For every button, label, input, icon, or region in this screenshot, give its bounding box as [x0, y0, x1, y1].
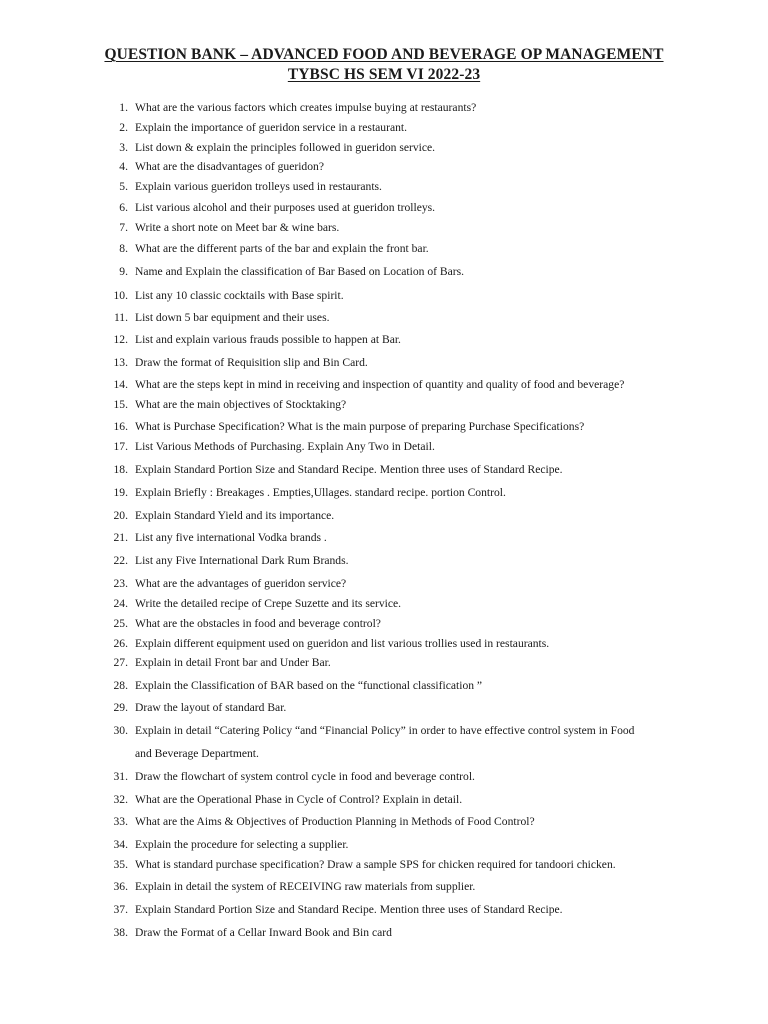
- question-text: What are the various factors which creates impulse buying at restaurants?: [135, 101, 477, 114]
- question-number: 32.: [113, 793, 128, 806]
- question-text: Explain the importance of gueridon service in a restaurant.: [135, 121, 408, 134]
- question-text: Explain in detail Front bar and Under Bar.: [135, 656, 331, 669]
- question-text: What are the main objectives of Stocktaking?: [135, 398, 347, 411]
- question-text: List any Five International Dark Rum Brands.: [135, 554, 349, 567]
- question-number: 12.: [113, 333, 128, 346]
- question-text: List various alcohol and their purposes used at gueridon trolleys.: [135, 201, 436, 214]
- question-number: 23.: [113, 577, 128, 590]
- question-text: List down 5 bar equipment and their uses.: [135, 311, 330, 324]
- question-text: Explain Briefly : Breakages . Empties,Ullages. standard recipe. portion Control.: [135, 486, 506, 499]
- question-number: 29.: [113, 701, 128, 714]
- question-text: Explain the Classification of BAR based on the “functional classification ”: [135, 679, 483, 692]
- question-number: 20.: [113, 509, 128, 522]
- question-number: 2.: [119, 121, 128, 134]
- question-text: Draw the layout of standard Bar.: [135, 701, 287, 714]
- question-text: Explain Standard Yield and its importance.: [135, 509, 335, 522]
- question-text: Explain the procedure for selecting a supplier.: [135, 838, 349, 851]
- question-text: Name and Explain the classification of Bar Based on Location of Bars.: [135, 265, 465, 278]
- question-text: Draw the Format of a Cellar Inward Book and Bin card: [135, 926, 392, 939]
- question-text: Explain in detail the system of RECEIVING raw materials from supplier.: [135, 880, 476, 893]
- question-number: 5.: [119, 180, 128, 193]
- document-title: QUESTION BANK – ADVANCED FOOD AND BEVERAGE OP MANAGEMENT: [104, 46, 664, 63]
- question-number: 17.: [113, 440, 128, 453]
- question-number: 16.: [113, 420, 128, 433]
- question-text: What are the obstacles in food and beverage control?: [135, 617, 381, 630]
- question-text: List down & explain the principles followed in gueridon service.: [135, 141, 436, 154]
- question-number: 11.: [113, 311, 128, 324]
- question-number: 9.: [119, 265, 128, 278]
- question-text: List and explain various frauds possible to happen at Bar.: [135, 333, 401, 346]
- question-number: 3.: [119, 141, 128, 154]
- question-text: What are the disadvantages of gueridon?: [135, 160, 324, 173]
- question-number: 4.: [119, 160, 128, 173]
- question-text: What are the different parts of the bar and explain the front bar.: [135, 242, 429, 255]
- question-number: 26.: [113, 637, 128, 650]
- question-number: 14.: [113, 378, 128, 391]
- question-number: 30.: [113, 724, 128, 737]
- question-number: 27.: [113, 656, 128, 669]
- question-number: 10.: [113, 289, 128, 302]
- question-text: Explain Standard Portion Size and Standard Recipe. Mention three uses of Standard Recipe.: [135, 463, 563, 476]
- question-number: 24.: [113, 597, 128, 610]
- question-number: 35.: [113, 858, 128, 871]
- question-text: What are the advantages of gueridon service?: [135, 577, 347, 590]
- question-number: 37.: [113, 903, 128, 916]
- question-text: What are the Operational Phase in Cycle of Control? Explain in detail.: [135, 793, 463, 806]
- question-text: What is standard purchase specification? Draw a sample SPS for chicken required for tandoori chicken.: [135, 858, 616, 871]
- question-number: 36.: [113, 880, 128, 893]
- question-number: 31.: [113, 770, 128, 783]
- question-text-continuation: and Beverage Department.: [135, 747, 259, 760]
- document-subtitle: TYBSC HS SEM VI 2022-23: [287, 66, 481, 83]
- question-text: Explain various gueridon trolleys used in restaurants.: [135, 180, 382, 193]
- question-number: 21.: [113, 531, 128, 544]
- question-number: 6.: [119, 201, 128, 214]
- question-number: 28.: [113, 679, 128, 692]
- question-number: 25.: [113, 617, 128, 630]
- question-text: List Various Methods of Purchasing. Explain Any Two in Detail.: [135, 440, 435, 453]
- question-text: Draw the flowchart of system control cycle in food and beverage control.: [135, 770, 475, 783]
- question-text: Draw the format of Requisition slip and Bin Card.: [135, 356, 368, 369]
- question-text: Explain different equipment used on gueridon and list various trollies used in restaurants.: [135, 637, 550, 650]
- question-number: 19.: [113, 486, 128, 499]
- question-text: What is Purchase Specification? What is the main purpose of preparing Purchase Specifications?: [135, 420, 585, 433]
- question-number: 33.: [113, 815, 128, 828]
- question-number: 13.: [113, 356, 128, 369]
- question-text: Write the detailed recipe of Crepe Suzette and its service.: [135, 597, 402, 610]
- question-text: Explain in detail “Catering Policy “and “Financial Policy” in order to have effective control system in Food: [135, 724, 635, 737]
- question-number: 15.: [113, 398, 128, 411]
- question-number: 18.: [113, 463, 128, 476]
- question-number: 38.: [113, 926, 128, 939]
- question-text: What are the Aims & Objectives of Production Planning in Methods of Food Control?: [135, 815, 535, 828]
- question-number: 7.: [119, 221, 128, 234]
- question-text: List any 10 classic cocktails with Base spirit.: [135, 289, 344, 302]
- question-text: What are the steps kept in mind in receiving and inspection of quantity and quality of food and beverage?: [135, 378, 625, 391]
- question-number: 34.: [113, 838, 128, 851]
- question-number: 8.: [119, 242, 128, 255]
- question-number: 22.: [113, 554, 128, 567]
- question-text: Explain Standard Portion Size and Standard Recipe. Mention three uses of Standard Recipe.: [135, 903, 563, 916]
- question-number: 1.: [119, 101, 128, 114]
- question-text: Write a short note on Meet bar & wine bars.: [135, 221, 340, 234]
- question-text: List any five international Vodka brands .: [135, 531, 327, 544]
